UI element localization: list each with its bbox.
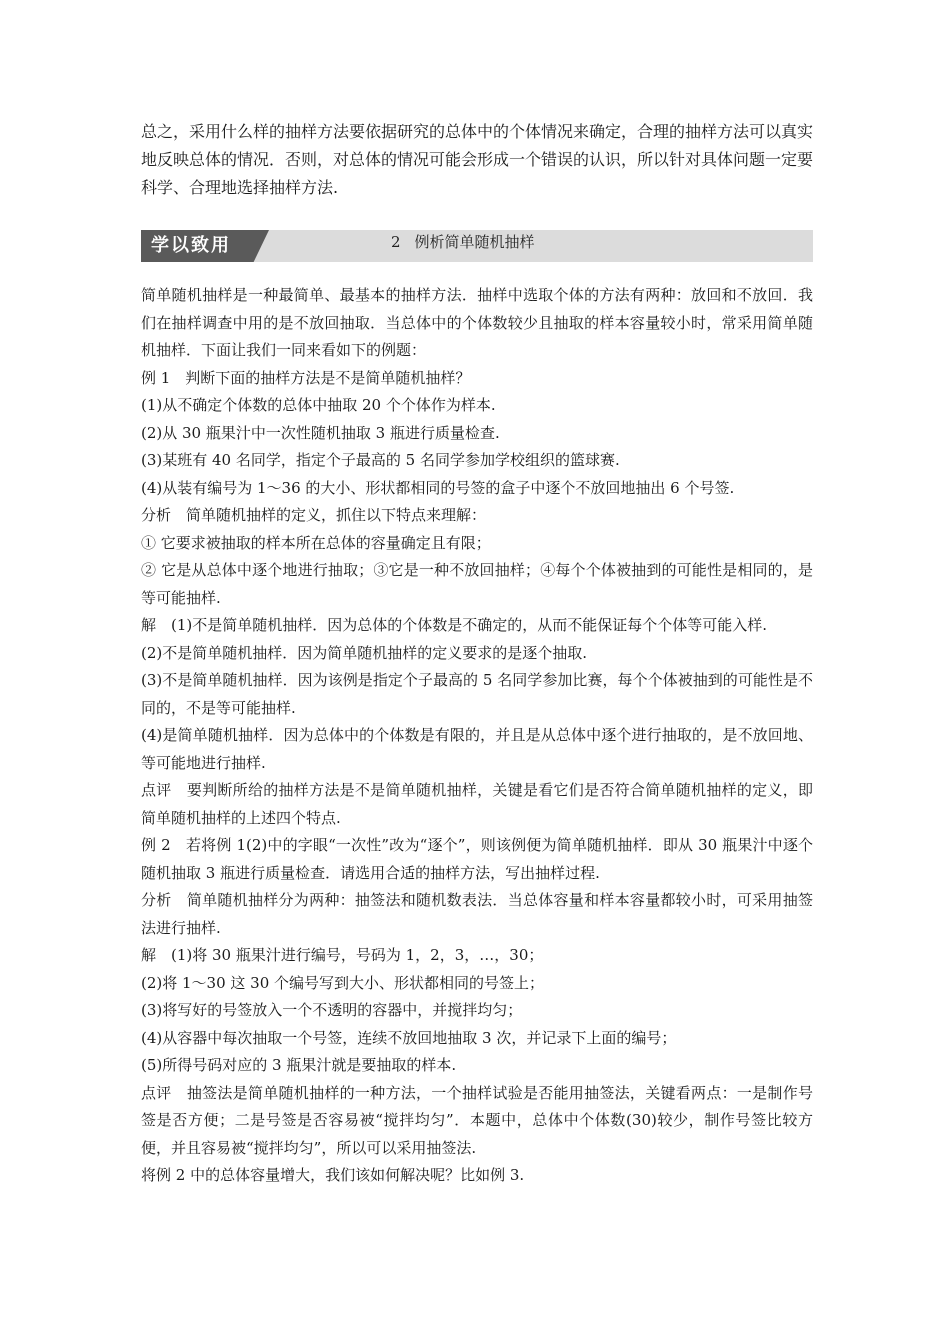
example-heading: 例 1 判断下面的抽样方法是不是简单随机抽样？ — [141, 368, 471, 387]
comment-paragraph: 点评 抽签法是简单随机抽样的一种方法，一个抽样试验是否能用抽签法，关键看两点：一是制作号签是否方便；二是号签是否容易被“搅拌均匀”．本题中，总体中个体数(30)较少，制作号签比较方便，并且容易被“搅拌均匀”，所以可以采用抽签法. — [141, 1083, 813, 1157]
solution-paragraph: (3)不是简单随机抽样．因为该例是指定个子最高的 5 名同学参加比赛，每个个体被抽到的可能性是不同的，不是等可能抽样. — [141, 671, 813, 717]
example-item: (3)某班有 40 名同学，指定个子最高的 5 名同学参加学校组织的篮球赛. — [141, 451, 620, 469]
example-item: (2)从 30 瓶果汁中一次性随机抽取 3 瓶进行质量检查. — [141, 423, 500, 442]
solution-step: (5)所得号码对应的 3 瓶果汁就是要抽取的样本. — [141, 1056, 457, 1074]
solution-step: 解 (1)将 30 瓶果汁进行编号，号码为 1，2，3，…，30； — [141, 946, 544, 964]
closing-paragraph: 将例 2 中的总体容量增大，我们该如何解决呢？比如例 3. — [141, 1166, 525, 1184]
section-number: 2 — [391, 233, 401, 251]
section-banner — [141, 230, 813, 262]
example-heading: 例 2 若将例 1(2)中的字眼“一次性”改为“逐个”，则该例便为简单随机抽样．即从 30 瓶果汁中逐个随机抽取 3 瓶进行质量检查．请选用合适的抽样方法，写出抽样过程. — [141, 836, 813, 882]
intro-paragraph: 总之，采用什么样的抽样方法要依据研究的总体中的个体情况来确定，合理的抽样方法可以真实地反映总体的情况．否则，对总体的情况可能会形成一个错误的认识，所以针对具体问题一定要科学、合理地选择抽样方法. — [141, 122, 814, 197]
body-paragraph: 简单随机抽样是一种最简单、最基本的抽样方法．抽样中选取个体的方法有两种：放回和不放回．我们在抽样调查中用的是不放回抽取．当总体中的个体数较少且抽取的样本容量较小时，常采用简单随机抽样．下面让我们一同来看如下的例题： — [141, 286, 813, 359]
comment-paragraph: 点评 要判断所给的抽样方法是不是简单随机抽样，关键是看它们是否符合简单随机抽样的定义，即简单随机抽样的上述四个特点. — [141, 781, 813, 827]
section-title — [391, 230, 535, 254]
analysis-paragraph: 分析 简单随机抽样的定义，抓住以下特点来理解： — [141, 506, 487, 524]
solution-paragraph: (4)是简单随机抽样．因为总体中的个体数是有限的，并且是从总体中逐个进行抽取的，是不放回地、等可能地进行抽样. — [141, 726, 813, 772]
solution-step: (4)从容器中每次抽取一个号签，连续不放回地抽取 3 次，并记录下上面的编号； — [141, 1028, 677, 1047]
example-item: (1)从不确定个体数的总体中抽取 20 个个体作为样本. — [141, 396, 496, 414]
solution-paragraph: (2)不是简单随机抽样．因为简单随机抽样的定义要求的是逐个抽取. — [141, 643, 588, 662]
example-item: (4)从装有编号为 1～36 的大小、形状都相同的号签的盒子中逐个不放回地抽出 6 个号签. — [141, 478, 735, 497]
solution-step: (3)将写好的号签放入一个不透明的容器中，并搅拌均匀； — [141, 1001, 523, 1019]
section-title-text: 例析简单随机抽样 — [414, 233, 535, 251]
section-body — [141, 282, 813, 1190]
banner-tag-label: 学以致用 — [151, 235, 231, 256]
intro-section — [141, 118, 813, 202]
analysis-paragraph: 分析 简单随机抽样分为两种：抽签法和随机数表法．当总体容量和样本容量都较小时，可采用抽签法进行抽样. — [141, 891, 813, 937]
analysis-point: ① 它要求被抽取的样本所在总体的容量确定且有限； — [141, 533, 491, 552]
analysis-point: ② 它是从总体中逐个地进行抽取；③它是一种不放回抽样；④每个个体被抽到的可能性是相同的，是等可能抽样. — [141, 561, 813, 607]
solution-paragraph: 解 (1)不是简单随机抽样．因为总体的个体数是不确定的，从而不能保证每个个体等可能入样. — [141, 616, 768, 634]
solution-step: (2)将 1～30 这 30 个编号写到大小、形状都相同的号签上； — [141, 973, 545, 992]
